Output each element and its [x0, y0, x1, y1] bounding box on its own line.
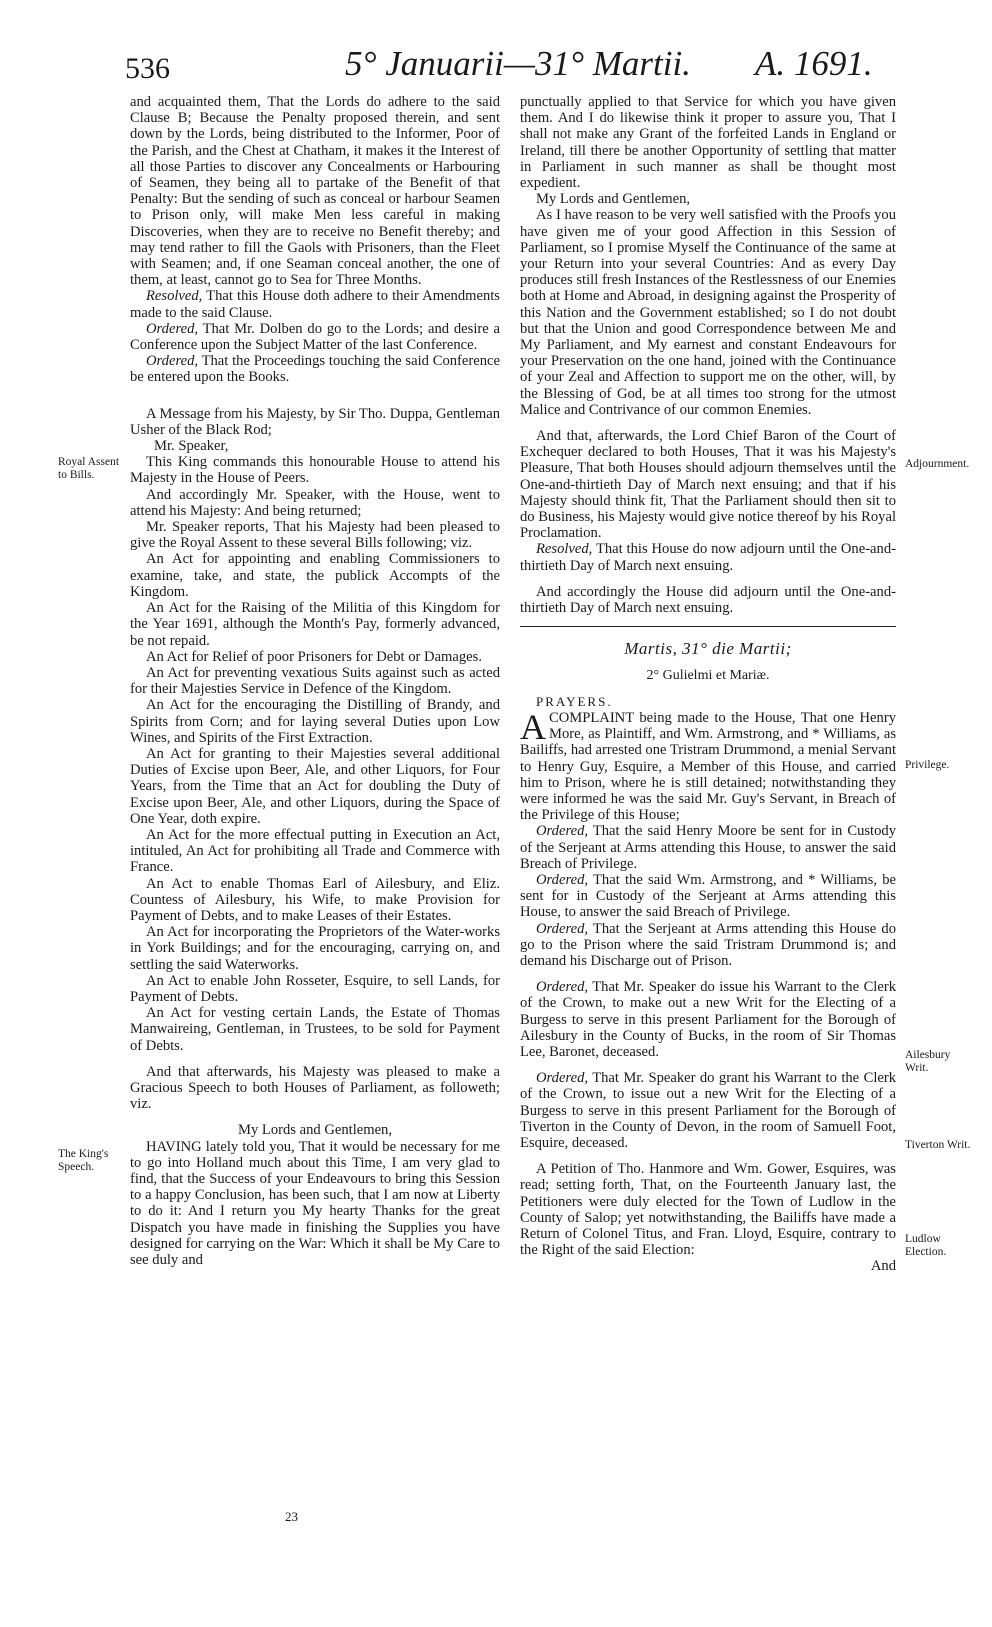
header-year: A. 1691.	[755, 44, 873, 83]
act: An Act for the encouraging the Distilling of Brandy, and Spirits from Corn; and for laying several Duties upon Low Wines, and Spirits of the First Extraction.	[130, 697, 500, 746]
salutation: My Lords and Gentlemen,	[237, 1122, 392, 1139]
order: Ordered, That Mr. Speaker do grant his Warrant to the Clerk of the Crown, to issue out a new Writ for the Electing of a Burgess to serve in this present Parliament for the Borough of Tiverton in the County of Devon, in the room of Samuell Foot, Esquire, deceased.	[520, 1070, 897, 1151]
paragraph: And accordingly Mr. Speaker, with the House, went to attend his Majesty: And being returned;	[130, 486, 500, 519]
signature-mark: 23	[285, 1509, 298, 1524]
drop-cap: A	[520, 706, 546, 747]
margin-note-kings-speech: The King's Speech.	[58, 1148, 109, 1173]
resolution: Resolved, That this House doth adhere to their Amendments made to the said Clause.	[130, 288, 500, 321]
act: An Act for Relief of poor Prisoners for Debt or Damages.	[146, 648, 482, 665]
order: Ordered, That the said Wm. Armstrong, and * Williams, be sent for in Custody of the Serjeant at Arms attending this House, to answer the said Breach of Privilege.	[520, 871, 896, 921]
page-header	[0, 40, 992, 90]
act: An Act for appointing and enabling Commissioners to examine, take, and state, the publick Accompts of the Kingdom.	[130, 551, 500, 600]
left-column	[130, 94, 500, 1268]
act: An Act for the more effectual putting in Execution an Act, intituled, An Act for prohibiting all Trade and Commerce with France.	[130, 826, 500, 876]
header-dates: 5° Januarii—31° Martii.	[345, 44, 691, 83]
order: Ordered, That Mr. Dolben do go to the Lords; and desire a Conference upon the Subject Matter of the last Conference.	[130, 320, 501, 354]
order: Ordered, That Mr. Speaker do issue his Warrant to the Clerk of the Crown, to make out a new Writ for the Electing of a Burgess to serve in this present Parliament for the Borough of Ailesbury in the County of Bucks, in the room of Sir Thomas Lee, Baronet, deceased.	[520, 979, 897, 1060]
order: Ordered, That the Serjeant at Arms attending this House do go to the Prison where the said Tristram Drummond is; and demand his Discharge out of Prison.	[520, 920, 896, 969]
act: An Act for preventing vexatious Suits against such as acted for their Majesties Service in Defence of the Kingdom.	[130, 664, 500, 698]
paragraph: This King commands this honourable House to attend his Majesty in the House of Peers.	[130, 454, 500, 487]
resolution: Resolved, That this House do now adjourn until the One-and-thirtieth Day of March next ensuing.	[520, 541, 896, 574]
order: Ordered, That the said Henry Moore be sent for in Custody of the Serjeant at Arms attending this House, to answer the said Breach of Privilege.	[520, 823, 896, 872]
act: An Act for granting to their Majesties several additional Duties of Excise upon Beer, Ale, and other Liquors, for Four Years, from the Time that an Act for doubling the Duty of Excise upon Beer, Ale, and other Liquors, during the Space of One Year, doth expire.	[130, 745, 500, 827]
day-heading: Martis, 31° die Martii;	[624, 639, 792, 659]
margin-note-adjournment: Adjournment.	[905, 458, 970, 470]
margin-note-tiverton-writ: Tiverton Writ.	[905, 1139, 971, 1151]
paragraph: And that afterwards, his Majesty was pleased to make a Gracious Speech to both Houses of Parliament, as followeth; viz.	[130, 1063, 500, 1113]
kings-speech-text: HAVING lately told you, That it would be necessary for me to go into Holland much about this Time, I am very glad to find, that the Success of your Endeavours to bring this Session to a happy Conclusion, has been such, that I am now at Liberty to do it: And I return you My hearty Thanks for the great Dispatch you have made in finishing the Supplies you have designed for carrying on the War: Which it shall be My Care to see duly and	[130, 1138, 500, 1269]
right-column	[520, 94, 896, 1275]
paragraph: And that, afterwards, the Lord Chief Baron of the Court of Exchequer declared to both Houses, That it was his Majesty's Pleasure, That both Houses should adjourn themselves until the One-and-thirtieth Day of March next ensuing; and that if his Majesty should think fit, That the Parliament should then sit to do Business, his Majesty would give notice thereof by his Royal Proclamation.	[520, 428, 896, 542]
paragraph: Mr. Speaker reports, That his Majesty had been pleased to give the Royal Assent to these several Bills following; viz.	[130, 519, 500, 552]
act: An Act to enable Thomas Earl of Ailesbury, and Eliz. Countess of Ailesbury, his Wife, to make Provision for Payment of Debts, and to make Leases of their Estates.	[130, 875, 500, 924]
catchword: And	[870, 1258, 896, 1275]
paragraph: and acquainted them, That the Lords do adhere to the said Clause B; Because the Penalty proposed therein, and sent down by the Lords, being distributed to the Informer, Poor of the Parish, and the Chest at Chatham, it makes it the Interest of all those Parties to discover any Concealments or Harbouring of Seamen, they being all to partake of the Benefit of that Penalty: But the sending of such as conceal or harbour Seamen to Prison only, will make Men less careful in making Discoveries, when they are to receive no Benefit thereby; and may tend rather to fill the Gaols with Prisoners, than the Fleet with Seamen; and, if one Seaman conceal another, the one of them, at least, cannot go to Sea for Three Months.	[130, 94, 500, 289]
paragraph: punctually applied to that Service for which you have given them. And I do likewise think it proper to assure you, That I shall not make any Grant of the forfeited Lands in England or Ireland, till there be another Opportunity of settling that matter in Parliament in such manner as shall be thought most expedient.	[520, 94, 896, 192]
paragraph: As I have reason to be very well satisfied with the Proofs you have given me of your good Affection in this Session of Parliament, so I promise Myself the Continuance of the same at your Return into your several Countries: And as every Day produces still fresh Instances of the Restlessness of our Enemies both at Home and Abroad, in designing against the Prosperity of this Nation and the Government established; so I do not doubt but that the Union and good Correspondence between Me and My Parliament, and My earnest and constant Endeavours for your Preservation on the one hand, joined with the Continuance of your Zeal and Affection to support me on the other, will, by the Blessing of God, be at all times too strong for the utmost Malice and Contrivance of our common Enemies.	[520, 207, 896, 418]
act: An Act for vesting certain Lands, the Estate of Thomas Manwaireing, Gentleman, in Trustees, to be sold for Payment of Debts.	[130, 1005, 500, 1054]
order: Ordered, That the Proceedings touching the said Conference be entered upon the Books.	[130, 353, 500, 386]
paragraph: And accordingly the House did adjourn until the One-and-thirtieth Day of March next ensuing.	[520, 583, 896, 617]
page-number: 536	[125, 52, 170, 85]
petition: A Petition of Tho. Hanmore and Wm. Gower, Esquires, was read; setting forth, That, on the Fourteenth January last, the Petitioners were duly elected for the Town of Ludlow in the County of Salop; yet notwithstanding, the Bailiffs have made a Return of Colonel Titus, and Fran. Lloyd, Esquire, contrary to the Right of the said Election:	[520, 1161, 896, 1259]
reign-heading: 2° Gulielmi et Mariæ.	[646, 667, 770, 683]
complaint-paragraph: ACOMPLAINT being made to the House, That one Henry More, as Plaintiff, and Wm. Armstrong, and * Williams, as Bailiffs, had arrested one Tristram Drummond, a menial Servant to Henry Guy, Esquire, a Member of this House, and carried him to Prison, where he is still detained; notwithstanding they were informed he was the said Mr. Guy's Servant, in Breach of the Privilege of this House;	[520, 706, 896, 824]
message: A Message from his Majesty, by Sir Tho. Duppa, Gentleman Usher of the Black Rod;	[130, 405, 500, 438]
act: An Act to enable John Rosseter, Esquire, to sell Lands, for Payment of Debts.	[130, 972, 500, 1005]
margin-note-royal-assent: Royal Assent to Bills.	[58, 456, 120, 481]
margin-note-ailesbury-writ: Ailesbury Writ.	[905, 1049, 951, 1074]
salutation: Mr. Speaker,	[154, 438, 229, 455]
margin-note-privilege: Privilege.	[905, 759, 950, 771]
salutation: My Lords and Gentlemen,	[536, 191, 691, 208]
act: An Act for incorporating the Proprietors of the Water-works in York Buildings; and for the encouraging, carrying on, and settling the said Waterworks.	[130, 924, 500, 973]
prayers-heading: PRAYERS.	[536, 693, 613, 709]
margin-note-ludlow-election: Ludlow Election.	[905, 1233, 947, 1258]
act: An Act for the Raising of the Militia of this Kingdom for the Year 1691, although the Month's Pay, formerly advanced, be not repaid.	[130, 600, 500, 649]
section-divider	[520, 626, 896, 627]
